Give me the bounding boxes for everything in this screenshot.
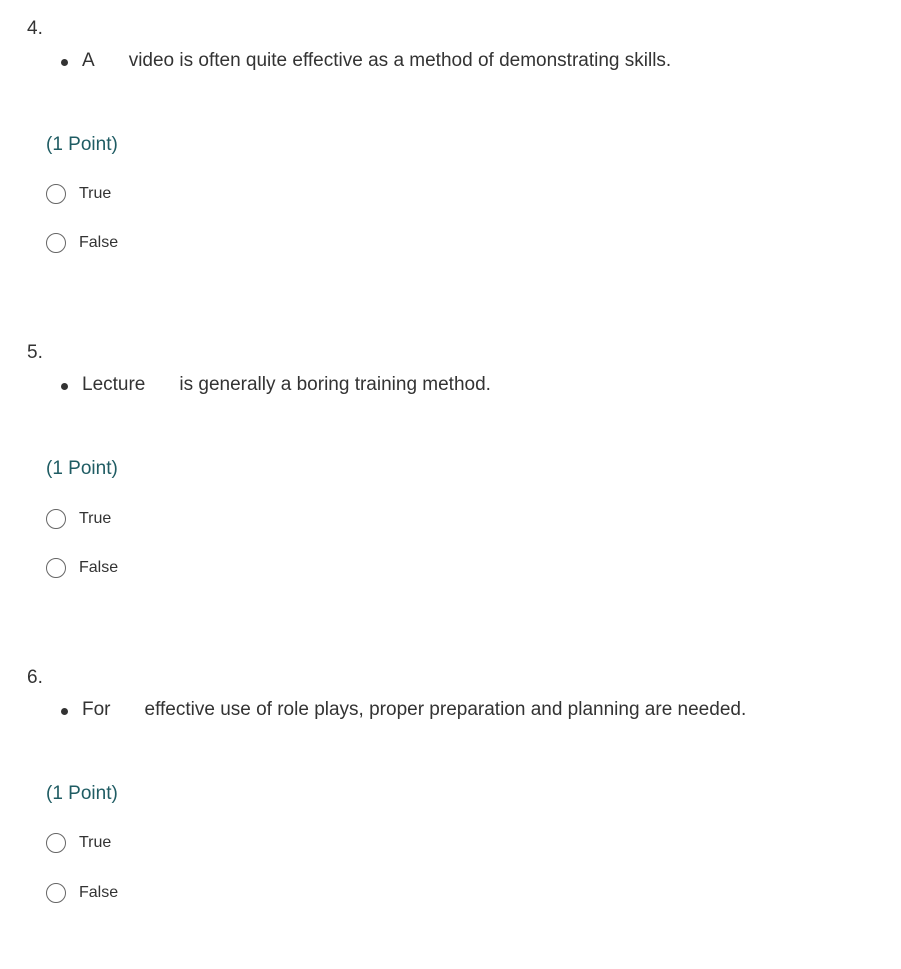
question-stem-first-word: A [82, 50, 95, 71]
question-stem-first-word: Lecture [82, 374, 146, 395]
option-false[interactable] [46, 231, 118, 255]
radio-button[interactable] [46, 558, 66, 578]
bullet-icon [61, 383, 68, 390]
option-label: False [79, 884, 119, 901]
radio-button[interactable] [46, 509, 66, 529]
question-number: 5. [27, 342, 43, 363]
option-label: True [79, 185, 112, 202]
bullet-icon [61, 59, 68, 66]
bullet-icon [61, 708, 68, 715]
option-false[interactable] [46, 556, 118, 580]
option-true[interactable] [46, 831, 111, 855]
option-false[interactable] [46, 881, 118, 905]
question-stem [60, 373, 491, 397]
question-points: (1 Point) [46, 134, 118, 155]
question-6 [0, 649, 901, 969]
question-number: 4. [27, 18, 43, 39]
option-label: True [79, 510, 112, 527]
option-label: False [79, 559, 119, 576]
question-stem-first-word: For [82, 699, 111, 720]
question-stem [60, 49, 671, 73]
radio-button[interactable] [46, 233, 66, 253]
question-stem-text: effective use of role plays, proper preparation and planning are needed. [144, 699, 747, 720]
question-5 [0, 324, 901, 644]
option-true[interactable] [46, 182, 111, 206]
question-number: 6. [27, 667, 43, 688]
radio-button[interactable] [46, 184, 66, 204]
question-stem [60, 698, 746, 722]
option-true[interactable] [46, 507, 111, 531]
option-label: False [79, 234, 119, 251]
question-4 [0, 0, 901, 320]
option-label: True [79, 834, 112, 851]
question-points: (1 Point) [46, 783, 118, 804]
radio-button[interactable] [46, 833, 66, 853]
question-stem-text: video is often quite effective as a method of demonstrating skills. [128, 50, 672, 71]
radio-button[interactable] [46, 883, 66, 903]
question-stem-text: is generally a boring training method. [179, 374, 491, 395]
question-points: (1 Point) [46, 458, 118, 479]
